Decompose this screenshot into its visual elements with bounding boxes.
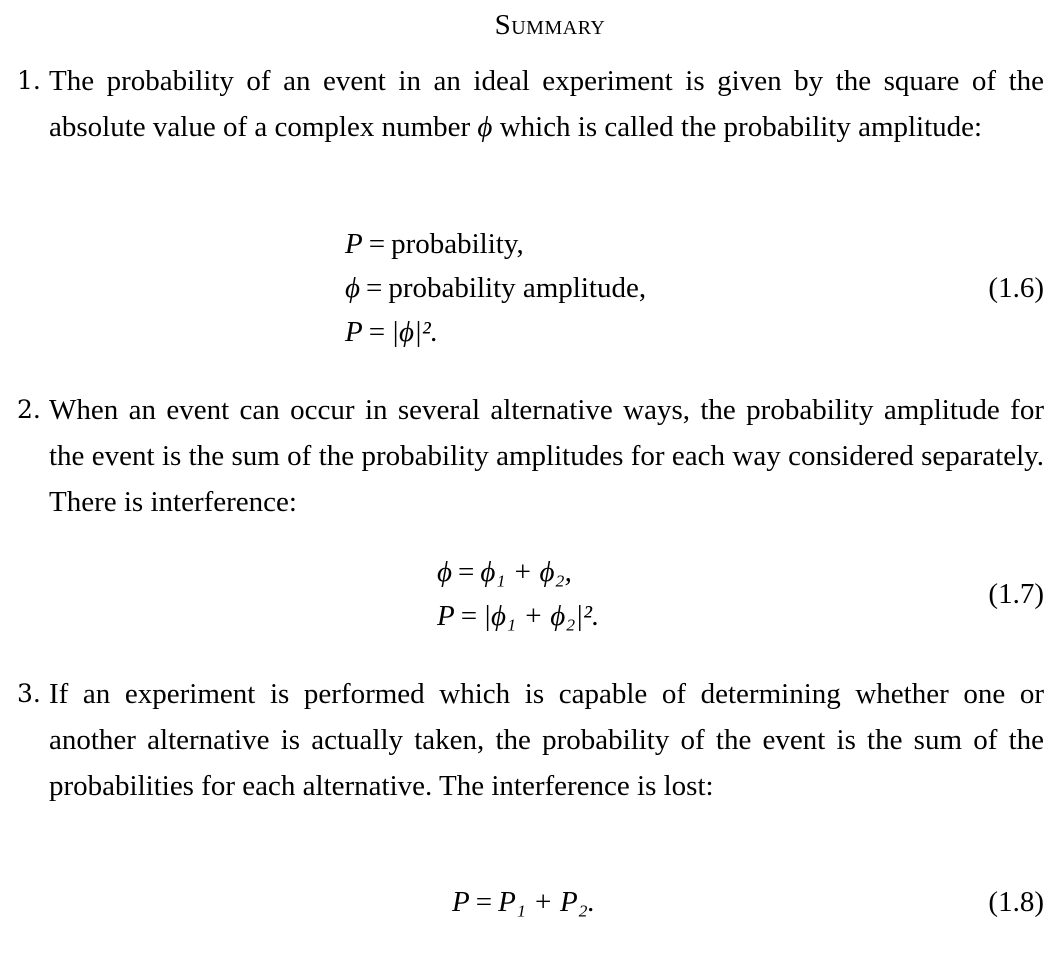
equation-line: P = |ϕ|². xyxy=(345,316,438,348)
item-text: The probability of an event in an ideal experiment is given by the square of the absolute value of a complex number ϕ which is called the probability amplitude: xyxy=(49,65,1044,143)
summary-item-3 xyxy=(17,671,1044,809)
summary-item-1 xyxy=(17,58,1044,150)
item-number: 1. xyxy=(17,66,41,95)
summary-item-2 xyxy=(17,387,1044,525)
equation-line: ϕ = probability amplitude, xyxy=(345,272,647,304)
item-number: 3. xyxy=(17,679,41,708)
equation-line: P = probability, xyxy=(345,228,524,260)
equation-number-1-8: (1.8) xyxy=(988,886,1044,918)
item-text: If an experiment is performed which is capable of determining whether one or another alternative is actually taken, the probability of the event is the sum of the probabilities for each alternative. The interference is lost: xyxy=(49,678,1044,802)
equation-block-1-6 xyxy=(345,222,646,354)
section-heading: Summary xyxy=(494,9,606,41)
equation-number-1-6: (1.6) xyxy=(988,272,1044,304)
item-text: When an event can occur in several alternative ways, the probability amplitude for the event is the sum of the probability amplitudes for each way considered separately. There is interference: xyxy=(49,394,1044,518)
item-number: 2. xyxy=(17,395,41,424)
equation-number-1-7: (1.7) xyxy=(988,578,1044,610)
equation-line: P = P₁ + P₂. xyxy=(452,886,595,918)
equation-block-1-7 xyxy=(437,550,599,638)
equation-line: P = |ϕ₁ + ϕ₂|². xyxy=(437,600,600,632)
equation-line: ϕ = ϕ₁ + ϕ₂, xyxy=(437,556,572,588)
equation-block-1-8 xyxy=(452,880,595,924)
